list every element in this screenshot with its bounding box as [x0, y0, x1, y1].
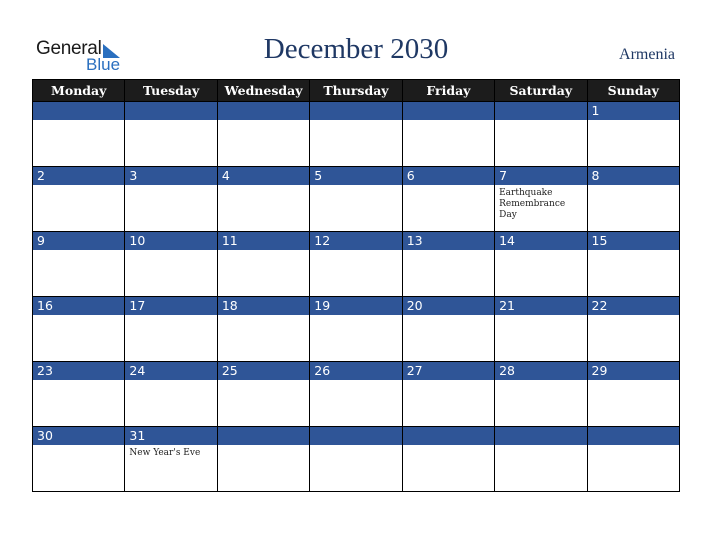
day-cell: [587, 167, 679, 232]
holiday-label: [125, 315, 216, 318]
holiday-label: [125, 250, 216, 253]
calendar-grid: [32, 79, 680, 492]
week-row: [33, 167, 680, 232]
holiday-label: [403, 315, 494, 318]
day-cell: [33, 362, 125, 427]
day-number: 25: [218, 362, 309, 380]
holiday-label: [588, 185, 679, 188]
day-number: 22: [588, 297, 679, 315]
day-number: 2: [33, 167, 124, 185]
logo-word-blue: Blue: [86, 55, 121, 74]
holiday-label: [310, 380, 401, 383]
holiday-label: [403, 445, 494, 448]
day-cell: [310, 362, 402, 427]
day-cell: [310, 102, 402, 167]
day-number: 29: [588, 362, 679, 380]
day-number: 17: [125, 297, 216, 315]
weekday-header: Tuesday: [125, 80, 217, 102]
day-cell: [125, 362, 217, 427]
holiday-label: [218, 315, 309, 318]
day-cell: [587, 102, 679, 167]
day-cell: [587, 297, 679, 362]
day-number: [588, 427, 679, 445]
day-number: 6: [403, 167, 494, 185]
day-number: [33, 102, 124, 120]
day-cell: [217, 167, 309, 232]
holiday-label: [125, 380, 216, 383]
day-number: 14: [495, 232, 586, 250]
holiday-label: [403, 250, 494, 253]
weekday-header: Sunday: [587, 80, 679, 102]
day-cell: [495, 297, 587, 362]
week-row: [33, 427, 680, 492]
day-number: [218, 102, 309, 120]
day-number: 24: [125, 362, 216, 380]
holiday-label: New Year's Eve: [129, 448, 201, 458]
day-cell: [33, 297, 125, 362]
day-cell: [33, 102, 125, 167]
day-number: 23: [33, 362, 124, 380]
holiday-label: [310, 185, 401, 188]
day-cell: [495, 232, 587, 297]
day-cell: [217, 427, 309, 492]
day-number: 26: [310, 362, 401, 380]
day-number: [218, 427, 309, 445]
holiday-label: [403, 185, 494, 188]
holiday-label: Earthquake Remembrance Day: [499, 188, 566, 220]
day-cell: [125, 297, 217, 362]
week-row: [33, 102, 680, 167]
week-row: [33, 362, 680, 427]
day-number: 7: [495, 167, 586, 185]
day-number: [310, 102, 401, 120]
day-number: 9: [33, 232, 124, 250]
day-number: 5: [310, 167, 401, 185]
holiday-label: [495, 120, 586, 123]
holiday-label: [218, 445, 309, 448]
day-number: 18: [218, 297, 309, 315]
holiday-label: [125, 185, 216, 188]
day-number: [403, 102, 494, 120]
weekday-header: Friday: [402, 80, 494, 102]
weekday-header: Thursday: [310, 80, 402, 102]
day-cell: [402, 362, 494, 427]
holiday-label: [33, 445, 124, 448]
holiday-label: [218, 250, 309, 253]
day-cell: [33, 167, 125, 232]
holiday-label: [403, 120, 494, 123]
country-label: Armenia: [619, 46, 675, 63]
page-title: December 2030: [263, 33, 449, 65]
day-cell: [310, 427, 402, 492]
day-cell: [125, 167, 217, 232]
holiday-label: [33, 315, 124, 318]
day-number: 21: [495, 297, 586, 315]
day-number: 8: [588, 167, 679, 185]
day-number: 30: [33, 427, 124, 445]
day-cell: [125, 232, 217, 297]
day-number: 10: [125, 232, 216, 250]
holiday-label: [310, 445, 401, 448]
day-cell: [402, 167, 494, 232]
day-number: 19: [310, 297, 401, 315]
day-number: 28: [495, 362, 586, 380]
day-cell: [495, 362, 587, 427]
day-cell: [125, 102, 217, 167]
holiday-label: [588, 315, 679, 318]
day-number: 3: [125, 167, 216, 185]
day-cell: [310, 297, 402, 362]
day-number: 12: [310, 232, 401, 250]
holiday-label: [310, 250, 401, 253]
holiday-label: [588, 250, 679, 253]
day-number: 20: [403, 297, 494, 315]
holiday-label: [588, 120, 679, 123]
holiday-label: [218, 380, 309, 383]
holiday-label: [495, 445, 586, 448]
day-cell: [402, 232, 494, 297]
day-cell: [33, 232, 125, 297]
day-number: 11: [218, 232, 309, 250]
day-cell: [587, 362, 679, 427]
holiday-label: [403, 380, 494, 383]
day-cell: [310, 167, 402, 232]
day-cell: [217, 297, 309, 362]
holiday-label: [33, 380, 124, 383]
holiday-label: [310, 120, 401, 123]
day-cell: [217, 232, 309, 297]
day-number: 15: [588, 232, 679, 250]
holiday-label: [218, 185, 309, 188]
day-cell: [587, 232, 679, 297]
weekday-header: Wednesday: [217, 80, 309, 102]
day-number: 16: [33, 297, 124, 315]
weekday-header: Saturday: [495, 80, 587, 102]
week-row: [33, 232, 680, 297]
day-cell: [495, 167, 587, 232]
day-cell: [33, 427, 125, 492]
holiday-label: [310, 315, 401, 318]
holiday-label: [495, 315, 586, 318]
day-number: 27: [403, 362, 494, 380]
holiday-label: [588, 380, 679, 383]
week-row: [33, 297, 680, 362]
day-number: [495, 427, 586, 445]
day-cell: [495, 427, 587, 492]
day-cell: [402, 102, 494, 167]
day-number: 31: [125, 427, 216, 445]
day-cell: [125, 427, 217, 492]
day-cell: [217, 102, 309, 167]
day-cell: [217, 362, 309, 427]
day-cell: [495, 102, 587, 167]
holiday-label: [495, 250, 586, 253]
day-cell: [402, 297, 494, 362]
day-number: 4: [218, 167, 309, 185]
holiday-label: [125, 120, 216, 123]
day-cell: [310, 232, 402, 297]
weekday-header: Monday: [33, 80, 125, 102]
holiday-label: [218, 120, 309, 123]
holiday-label: [33, 120, 124, 123]
day-cell: [587, 427, 679, 492]
day-number: [310, 427, 401, 445]
day-number: 1: [588, 102, 679, 120]
holiday-label: [33, 250, 124, 253]
logo-word-general: General: [36, 38, 102, 59]
day-number: [403, 427, 494, 445]
weekday-header-row: [33, 80, 680, 102]
day-number: [125, 102, 216, 120]
holiday-label: [495, 380, 586, 383]
holiday-label: [588, 445, 679, 448]
day-cell: [402, 427, 494, 492]
holiday-label: [33, 185, 124, 188]
day-number: [495, 102, 586, 120]
day-number: 13: [403, 232, 494, 250]
